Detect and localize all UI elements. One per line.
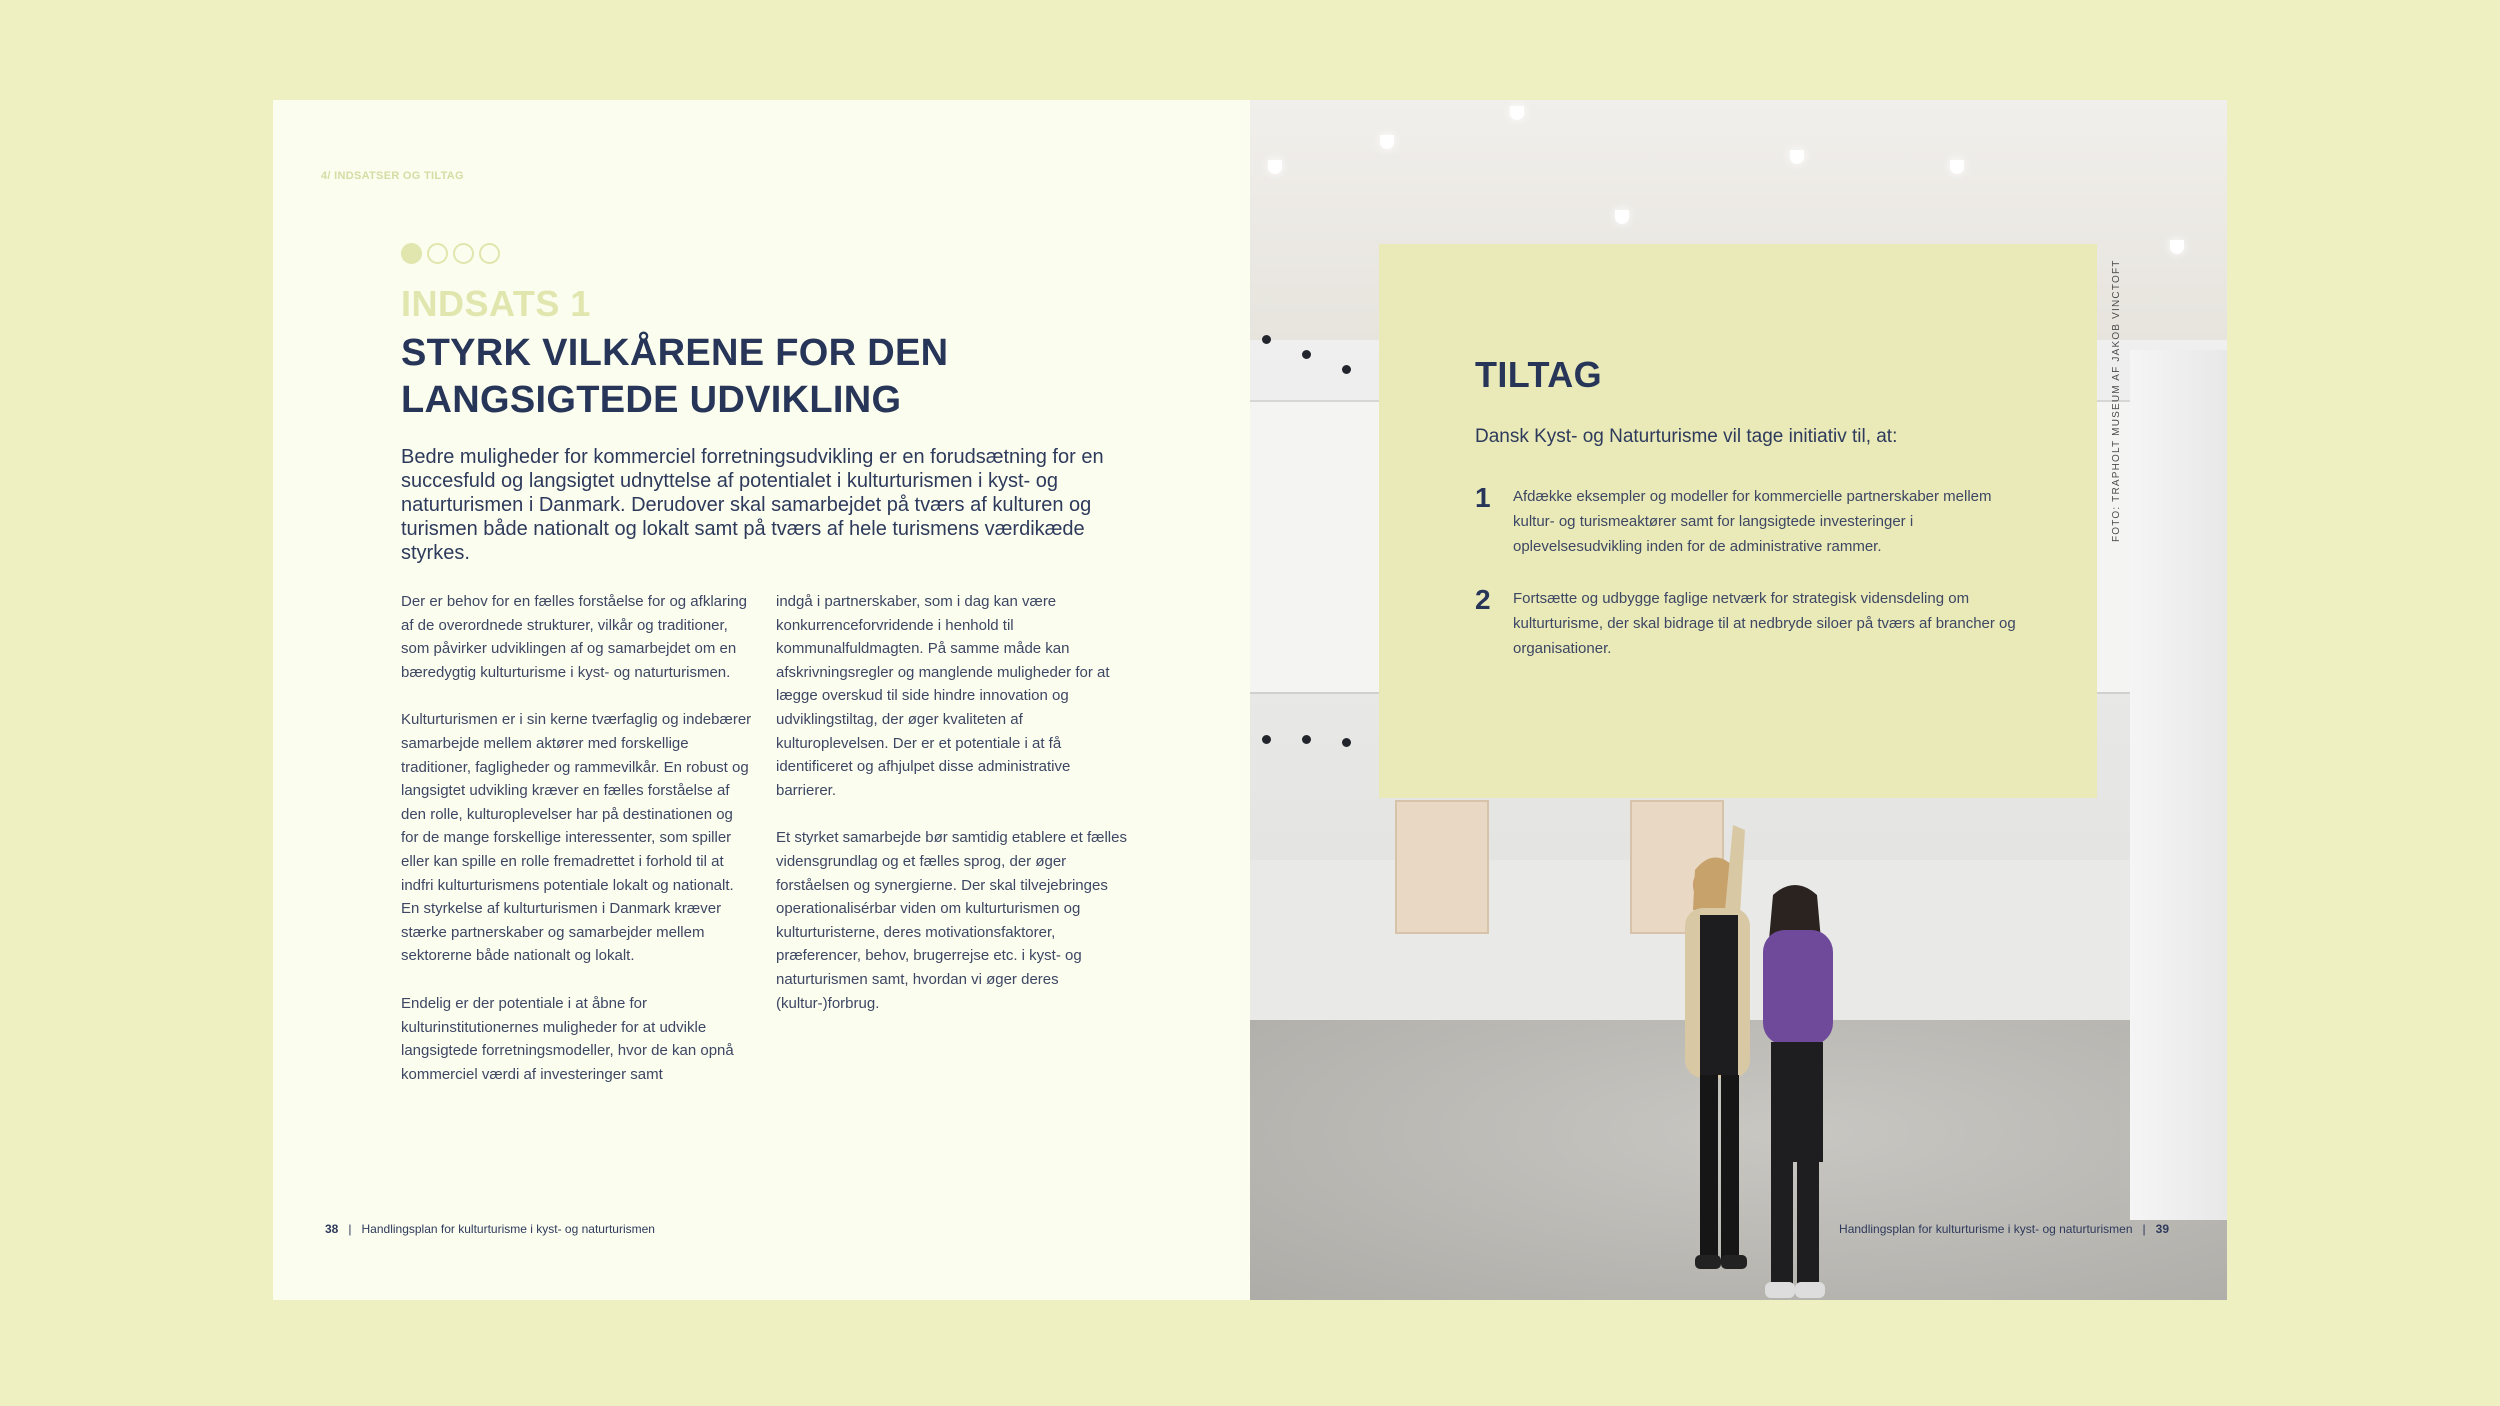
left-page [273, 100, 1250, 1300]
page-headline [401, 330, 1101, 424]
lamp-icon [1268, 160, 1282, 174]
tiltag-item-number: 2 [1475, 584, 1491, 615]
tiltag-item-text: Fortsætte og udbygge faglige netværk for strategisk vidensdeling om kulturturisme, der skal bidrage til at nedbryde siloer på tværs af brancher og organisationer. [1513, 590, 2016, 657]
lamp-icon [1380, 135, 1394, 149]
wall-hole-icon [1302, 350, 1311, 359]
photo-column [2130, 350, 2227, 1220]
footer-title: Handlingsplan for kulturturisme i kyst- og naturturismen [1839, 1222, 2133, 1236]
progress-dots [401, 243, 500, 264]
page-number: 38 [325, 1222, 339, 1236]
wall-hole-icon [1262, 735, 1271, 744]
lead-paragraph: Bedre muligheder for kommerciel forretningsudvikling er en forudsætning for en succesfuld og langsigtet udnyttelse af potentialet i kulturturismen i kyst- og naturturismen i Danmark. Derudover skal samarbejdet på tværs af kulturen og turismen både nationalt og lokalt samt på tværs af hele turismens værdikæde styrkes. [401, 446, 1104, 564]
progress-dot-empty-icon [453, 243, 474, 264]
body-column-2 [776, 590, 1128, 1039]
body-paragraph: Der er behov for en fælles forståelse for og afklaring af de overordnede strukturer, vilkår og traditioner, som påvirker udviklingen af og samarbejdet om en bæredygtig kulturturisme i kyst- og naturturismen. [401, 593, 748, 681]
headline-line-1: STYRK VILKÅRENE FOR DEN [401, 332, 949, 374]
tiltag-item-number: 1 [1475, 482, 1491, 513]
page-footer-left [325, 1222, 655, 1236]
tiltag-intro: Dansk Kyst- og Naturturisme vil tage initiativ til, at: [1475, 426, 1898, 447]
wall-hole-icon [1342, 365, 1351, 374]
body-paragraph: Kulturturismen er i sin kerne tværfaglig og indebærer samarbejde mellem aktører med forskellige traditioner, fagligheder og rammevilkår. En robust og langsigtet udvikling kræver en fælles forståelse af den rolle, kulturoplevelser har på destinationen og for de mange forskellige interessenter, som spiller eller kan spille en rolle fremadrettet i forhold til at indfri kulturturismens potentiale lokalt og nationalt. En styrkelse af kulturturismen i Danmark kræver stærke partnerskaber og samarbejder mellem sektorerne både nationalt og lokalt. [401, 711, 752, 965]
person-right-figure [1763, 885, 1833, 1298]
progress-dot-empty-icon [479, 243, 500, 264]
tiltag-item-text: Afdække eksempler og modeller for kommercielle partnerskaber mellem kultur- og turismeaktører samt for langsigtede investeringer i oplevelsesudvikling inden for de administrative rammer. [1513, 488, 1992, 555]
body-paragraph: Et styrket samarbejde bør samtidig etablere et fælles vidensgrundlag og et fælles sprog, der øger forståelsen og synergierne. Der skal tilvejebringes operationalisérbar viden om kulturturismen og kulturturisterne, deres motivationsfaktorer, præferencer, behov, brugerrejse etc. i kyst- og naturturismen samt, hvordan vi øger deres (kultur-)forbrug. [776, 829, 1127, 1012]
wall-hole-icon [1262, 335, 1271, 344]
lamp-icon [1510, 106, 1524, 120]
body-column-1 [401, 590, 753, 1110]
footer-separator: | [341, 1222, 359, 1236]
tiltag-title: TILTAG [1475, 354, 1603, 395]
indsats-label: INDSATS 1 [401, 283, 591, 324]
progress-dot-empty-icon [427, 243, 448, 264]
headline-line-2: LANGSIGTEDE UDVIKLING [401, 379, 902, 421]
body-paragraph: Endelig er der potentiale i at åbne for kulturinstitutionernes muligheder for at udvikle langsigtede forretningsmodeller, hvor de kan opnå kommerciel værdi af investeringer samt [401, 994, 734, 1083]
lamp-icon [2170, 240, 2184, 254]
wall-hole-icon [1342, 738, 1351, 747]
page-number: 39 [2155, 1222, 2169, 1236]
document-spread [273, 100, 2227, 1300]
lamp-icon [1790, 150, 1804, 164]
footer-title: Handlingsplan for kulturturisme i kyst- og naturturismen [361, 1222, 655, 1236]
wall-hole-icon [1302, 735, 1311, 744]
photo-credit-text: FOTO: TRAPHOLT MUSEUM AF JAKOB VINCTOFT [2111, 259, 2122, 542]
body-paragraph: indgå i partnerskaber, som i dag kan være konkurrenceforvridende i henhold til kommunalfuldmagten. På samme måde kan afskrivningsregler og manglende muligheder for at lægge overskud til side hindre innovation og udviklingstiltag, der øger kvaliteten af kulturoplevelsen. Der er et potentiale i at få identificeret og afhjulpet disse administrative barrierer. [776, 593, 1110, 799]
progress-dot-filled-icon [401, 243, 422, 264]
people-photo-figures [1645, 790, 1865, 1300]
page-footer-right [1839, 1222, 2169, 1236]
person-left-figure [1685, 825, 1750, 1269]
tiltag-box [1379, 244, 2097, 798]
photo-credit [2105, 242, 2125, 542]
footer-separator: | [2135, 1222, 2153, 1236]
lamp-icon [1615, 210, 1629, 224]
lamp-icon [1950, 160, 1964, 174]
section-label: 4/ INDSATSER OG TILTAG [321, 170, 464, 182]
photo-window [1395, 800, 1489, 934]
